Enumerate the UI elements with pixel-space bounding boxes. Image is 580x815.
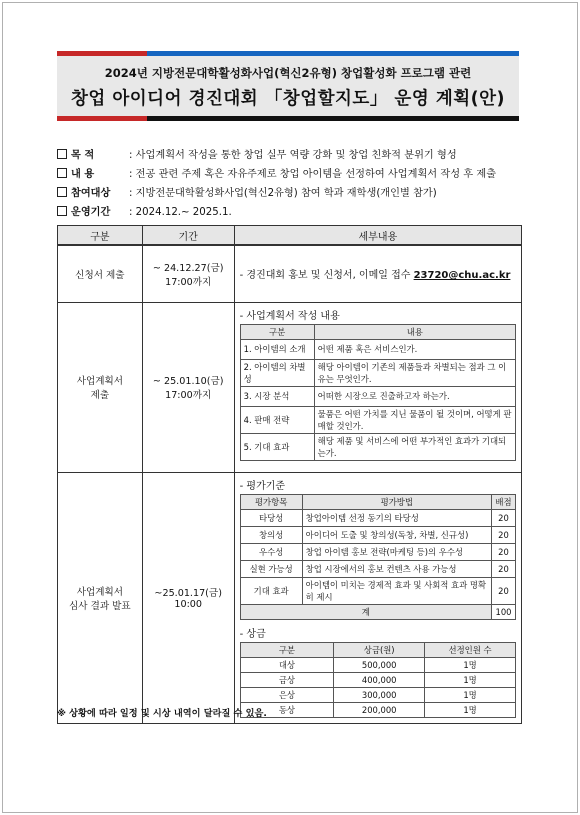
prize-amount: 400,000	[334, 672, 425, 687]
title-box	[57, 56, 519, 116]
prize-count: 1명	[425, 687, 516, 702]
email-link[interactable]: 23720@chu.ac.kr	[413, 270, 511, 282]
criteria-method: 창업 아이템 홍보 전략(마케팅 등)의 우수성	[302, 543, 491, 560]
prize-table	[240, 642, 516, 718]
table-total-row	[240, 604, 515, 619]
section-title: - 상금	[239, 628, 266, 640]
criteria-item: 기대 효과	[240, 577, 302, 604]
table-header-row	[58, 226, 522, 246]
category-line: 제출	[90, 390, 110, 401]
header-category: 구분	[58, 226, 143, 246]
info-text: 지방전문대학활성화사업(혁신2유형) 참여 학과 재학생(개인별 참가)	[135, 188, 437, 199]
item-name: 4. 판매 전략	[240, 406, 314, 433]
table-row	[240, 526, 515, 543]
total-score: 100	[492, 604, 516, 619]
sub-header: 평가항목	[240, 494, 302, 509]
prize-amount: 200,000	[334, 702, 425, 717]
checkbox-icon	[57, 206, 67, 216]
prize-rank: 동상	[240, 702, 334, 717]
item-name: 3. 시장 분석	[240, 386, 314, 406]
info-label: 운영기간	[71, 207, 111, 218]
info-line-target: 참여대상 : 지방전문대학활성화사업(혁신2유형) 참여 학과 재학생(개인별 참가)	[57, 184, 437, 199]
category-line: 사업계획서	[76, 376, 124, 387]
table-row	[240, 433, 515, 460]
category-cell: 신청서 제출	[58, 245, 143, 302]
period-cell	[142, 302, 234, 472]
info-line-content: 내 용 : 전공 관련 주제 혹은 자유주제로 창업 아이템을 선정하여 사업계획서 작성 후 제출	[57, 165, 496, 180]
prize-rank: 대상	[240, 657, 334, 672]
period-date: ~ 24.12.27(금)	[152, 262, 224, 274]
sub-header: 내용	[314, 324, 515, 339]
table-row	[240, 577, 515, 604]
period-cell	[142, 472, 234, 723]
period-time: 10:00	[174, 599, 203, 610]
detail-cell	[234, 245, 521, 302]
table-row	[240, 509, 515, 526]
criteria-score: 20	[492, 577, 516, 604]
period-time: 17:00까지	[165, 390, 212, 401]
table-row	[240, 657, 515, 672]
criteria-item: 우수성	[240, 543, 302, 560]
table-row	[240, 339, 515, 359]
category-line: 사업계획서	[76, 586, 124, 598]
plan-contents-table	[240, 324, 516, 461]
table-row-plan-submit	[58, 302, 522, 472]
item-name: 1. 아이템의 소개	[240, 339, 314, 359]
info-line-purpose: 목 적 : 사업계획서 작성을 통한 창업 실무 역량 강화 및 창업 친화적 분위기 형성	[57, 146, 457, 161]
checkbox-icon	[57, 187, 67, 197]
table-row	[240, 359, 515, 386]
table-row	[240, 560, 515, 577]
item-desc: 물품은 어떤 가치를 지닌 물품이 될 것이며, 어떻게 판매할 것인가.	[314, 406, 515, 433]
sub-header: 선정인원 수	[425, 642, 516, 657]
criteria-method: 창업 시장에서의 홍보 컨텐츠 사용 가능성	[302, 560, 491, 577]
prize-count: 1명	[425, 657, 516, 672]
checkbox-icon	[57, 168, 67, 178]
sub-header: 배점	[492, 494, 516, 509]
detail-text: - 경진대회 홍보 및 신청서, 이메일 접수	[239, 270, 414, 282]
prize-count: 1명	[425, 672, 516, 687]
prize-rank: 금상	[240, 672, 334, 687]
header-bottom-bar	[57, 116, 519, 121]
criteria-table	[240, 494, 516, 620]
criteria-score: 20	[492, 526, 516, 543]
header-detail: 세부내용	[234, 226, 521, 246]
table-row-application	[58, 245, 522, 302]
criteria-item: 타당성	[240, 509, 302, 526]
item-name: 2. 아이템의 차별성	[240, 359, 314, 386]
period-cell	[142, 245, 234, 302]
checkbox-icon	[57, 149, 67, 159]
table-row	[240, 672, 515, 687]
info-label: 내 용	[71, 169, 95, 180]
document-title: 창업 아이디어 경진대회 「창업할지도」 운영 계획(안)	[70, 89, 506, 109]
criteria-score: 20	[492, 543, 516, 560]
item-desc: 어떠한 시장으로 진출하고자 하는가.	[314, 386, 515, 406]
info-line-period: 운영기간 : 2024.12.~ 2025.1.	[57, 203, 232, 218]
table-row	[240, 406, 515, 433]
criteria-score: 20	[492, 509, 516, 526]
section-title: - 사업계획서 작성 내용	[239, 310, 340, 322]
table-row-result	[58, 472, 522, 723]
item-desc: 해당 제품 및 서비스에 어떤 부가적인 효과가 기대되는가.	[314, 433, 515, 460]
table-row	[240, 386, 515, 406]
document-subtitle: 2024년 지방전문대학활성화사업(혁신2유형) 창업활성화 프로그램 관련	[104, 66, 472, 80]
table-row	[240, 687, 515, 702]
total-label: 계	[240, 604, 491, 619]
info-text: 2024.12.~ 2025.1.	[135, 207, 232, 218]
criteria-method: 창업아이템 선정 동기의 타당성	[302, 509, 491, 526]
category-line: 심사 결과 발표	[69, 600, 131, 612]
item-desc: 어떤 제품 혹은 서비스인가.	[314, 339, 515, 359]
prize-amount: 300,000	[334, 687, 425, 702]
footnote: ※ 상황에 따라 일정 및 시상 내역이 달라질 수 있음.	[57, 708, 267, 719]
prize-amount: 500,000	[334, 657, 425, 672]
item-name: 5. 기대 효과	[240, 433, 314, 460]
period-date: ~ 25.01.10(금)	[152, 376, 224, 387]
detail-cell	[234, 302, 521, 472]
sub-header: 구분	[240, 642, 334, 657]
header-period: 기간	[142, 226, 234, 246]
sub-header: 구분	[240, 324, 314, 339]
criteria-item: 창의성	[240, 526, 302, 543]
category-cell	[58, 302, 143, 472]
schedule-table	[57, 225, 522, 724]
period-time: 17:00까지	[165, 276, 212, 288]
detail-cell	[234, 472, 521, 723]
table-row	[240, 702, 515, 717]
criteria-method: 아이디어 도출 및 창의성(독창, 차별, 신규성)	[302, 526, 491, 543]
sub-header: 상금(원)	[334, 642, 425, 657]
info-label: 목 적	[71, 150, 95, 161]
criteria-item: 실현 가능성	[240, 560, 302, 577]
category-cell	[58, 472, 143, 723]
info-text: 사업계획서 작성을 통한 창업 실무 역량 강화 및 창업 친화적 분위기 형성	[135, 150, 457, 161]
prize-count: 1명	[425, 702, 516, 717]
item-desc: 해당 아이템이 기존의 제품들과 차별되는 점과 그 이유는 무엇인가.	[314, 359, 515, 386]
info-label: 참여대상	[71, 188, 111, 199]
table-row	[240, 543, 515, 560]
section-title: - 평가기준	[239, 480, 286, 492]
criteria-method: 아이템이 미치는 경제적 효과 및 사회적 효과 명확히 제시	[302, 577, 491, 604]
period-date: ~25.01.17(금)	[154, 588, 222, 599]
sub-header: 평가방법	[302, 494, 491, 509]
prize-rank: 은상	[240, 687, 334, 702]
criteria-score: 20	[492, 560, 516, 577]
info-text: 전공 관련 주제 혹은 자유주제로 창업 아이템을 선정하여 사업계획서 작성 후 제출	[135, 169, 497, 180]
